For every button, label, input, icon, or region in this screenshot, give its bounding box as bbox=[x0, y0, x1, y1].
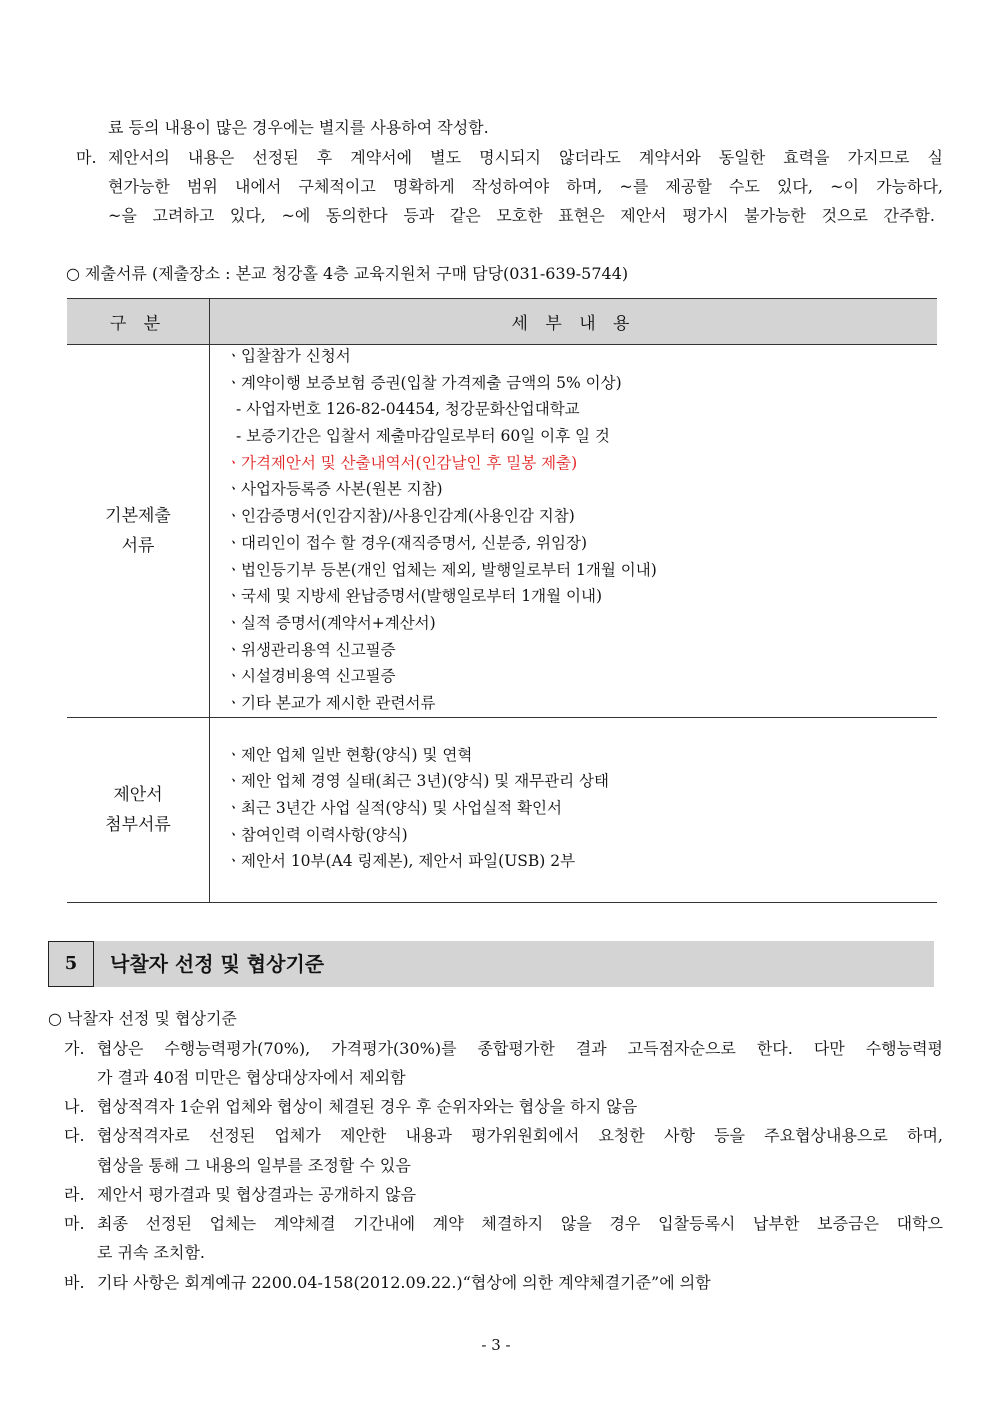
list-item: ㆍ제안 업체 일반 현황(양식) 및 연혁 bbox=[226, 745, 473, 764]
intro-ma-line-2: 현가능한 범위 내에서 구체적이고 명확하게 작성하여야 하며, ~를 제공할 수도 있다, ~이 가능하다, bbox=[108, 177, 943, 196]
list-item: ㆍ사업자등록증 사본(원본 지참) bbox=[226, 480, 443, 499]
basic-label-line-1: 기본제출 bbox=[105, 505, 171, 526]
item-marker-na: 나. bbox=[64, 1097, 85, 1116]
clause-ga-line-1: 협상은 수행능력평가(70%), 가격평가(30%)를 종합평가한 결과 고득점자순으로 한다. 다만 수행능력평 bbox=[97, 1039, 943, 1058]
table-header-category: 구 분 bbox=[67, 299, 210, 345]
intro-line: 료 등의 내용이 많은 경우에는 별지를 사용하여 작성함. bbox=[108, 118, 489, 137]
proposal-docs-label bbox=[67, 717, 210, 902]
list-item: ㆍ국세 및 지방세 완납증명서(발행일로부터 1개월 이내) bbox=[226, 587, 602, 606]
basic-docs-list bbox=[210, 345, 938, 718]
proposal-label-line-1: 제안서 bbox=[113, 784, 163, 805]
item-marker-ra: 라. bbox=[64, 1185, 85, 1204]
list-item: ㆍ인감증명서(인감지참)/사용인감계(사용인감 지참) bbox=[226, 507, 575, 526]
item-marker-ga: 가. bbox=[64, 1039, 85, 1058]
table-row-basic bbox=[67, 345, 937, 718]
list-item: ㆍ실적 증명서(계약서+계산서) bbox=[226, 613, 436, 632]
clause-na-line-1: 협상적격자 1순위 업체와 협상이 체결된 경우 후 순위자와는 협상을 하지 않음 bbox=[97, 1097, 638, 1116]
section-title: 낙찰자 선정 및 협상기준 bbox=[110, 952, 325, 976]
list-item: ㆍ입찰참가 신청서 bbox=[226, 347, 351, 365]
item-marker-ma2: 마. bbox=[64, 1214, 85, 1233]
page-number: - 3 - bbox=[481, 1336, 511, 1354]
list-item: - 사업자번호 126-82-04454, 청강문화산업대학교 bbox=[236, 400, 580, 419]
clause-da-line-2: 협상을 통해 그 내용의 일부를 조정할 수 있음 bbox=[97, 1156, 411, 1175]
list-item: ㆍ위생관리용역 신고필증 bbox=[226, 640, 396, 659]
section-header bbox=[48, 941, 934, 987]
section-sub-heading: ○ 낙찰자 선정 및 협상기준 bbox=[48, 1009, 237, 1028]
proposal-docs-list bbox=[210, 717, 938, 902]
list-item: ㆍ법인등기부 등본(개인 업체는 제외, 발행일로부터 1개월 이내) bbox=[226, 560, 657, 579]
submission-heading: ○ 제출서류 (제출장소 : 본교 청강홀 4층 교육지원처 구매 담당(031-639-5744) bbox=[66, 264, 629, 283]
submission-table bbox=[67, 298, 937, 903]
intro-ma-line-3: ~을 고려하고 있다, ~에 동의한다 등과 같은 모호한 표현은 제안서 평가시 불가능한 것으로 간주함. bbox=[108, 206, 935, 225]
section-number: 5 bbox=[48, 941, 94, 987]
list-item: ㆍ최근 3년간 사업 실적(양식) 및 사업실적 확인서 bbox=[226, 799, 563, 817]
item-marker-da: 다. bbox=[64, 1126, 85, 1145]
list-item: ㆍ참여인력 이력사항(양식) bbox=[226, 825, 408, 844]
item-marker-ba: 바. bbox=[64, 1273, 85, 1292]
list-item: - 보증기간은 입찰서 제출마감일로부터 60일 이후 일 것 bbox=[236, 427, 610, 446]
clause-da-line-1: 협상적격자로 선정된 업체가 제안한 내용과 평가위원회에서 요청한 사항 등을 주요협상내용으로 하며, bbox=[97, 1126, 943, 1145]
clause-ma-line-2: 로 귀속 조치함. bbox=[97, 1243, 205, 1262]
list-item: ㆍ제안서 10부(A4 링제본), 제안서 파일(USB) 2부 bbox=[226, 852, 576, 871]
list-item: ㆍ시설경비용역 신고필증 bbox=[226, 667, 396, 686]
clause-ma-line-1: 최종 선정된 업체는 계약체결 기간내에 계약 체결하지 않을 경우 입찰등록시 납부한 보증금은 대학으 bbox=[97, 1214, 943, 1233]
list-item: ㆍ기타 본교가 제시한 관련서류 bbox=[226, 693, 436, 712]
table-row-proposal bbox=[67, 717, 937, 902]
item-marker-ma: 마. bbox=[76, 148, 97, 167]
list-item-highlighted: ㆍ가격제안서 및 산출내역서(인감날인 후 밀봉 제출) bbox=[226, 453, 578, 472]
clause-ba-line-1: 기타 사항은 회계예규 2200.04-158(2012.09.22.)“협상에 의한 계약체결기준”에 의함 bbox=[97, 1273, 711, 1292]
basic-docs-label bbox=[67, 345, 210, 718]
table-header-details: 세 부 내 용 bbox=[210, 299, 938, 345]
list-item: ㆍ계약이행 보증보험 증권(입찰 가격제출 금액의 5% 이상) bbox=[226, 373, 622, 392]
basic-label-line-2: 서류 bbox=[121, 535, 155, 556]
list-item: ㆍ대리인이 접수 할 경우(재직증명서, 신분증, 위임장) bbox=[226, 533, 588, 552]
proposal-label-line-2: 첨부서류 bbox=[105, 814, 171, 835]
clause-ra-line-1: 제안서 평가결과 및 협상결과는 공개하지 않음 bbox=[97, 1185, 417, 1204]
clause-ga-line-2: 가 결과 40점 미만은 협상대상자에서 제외함 bbox=[97, 1068, 406, 1087]
list-item: ㆍ제안 업체 경영 실태(최근 3년)(양식) 및 재무관리 상태 bbox=[226, 772, 609, 791]
intro-ma-line-1: 제안서의 내용은 선정된 후 계약서에 별도 명시되지 않더라도 계약서와 동일한 효력을 가지므로 실 bbox=[108, 148, 943, 167]
